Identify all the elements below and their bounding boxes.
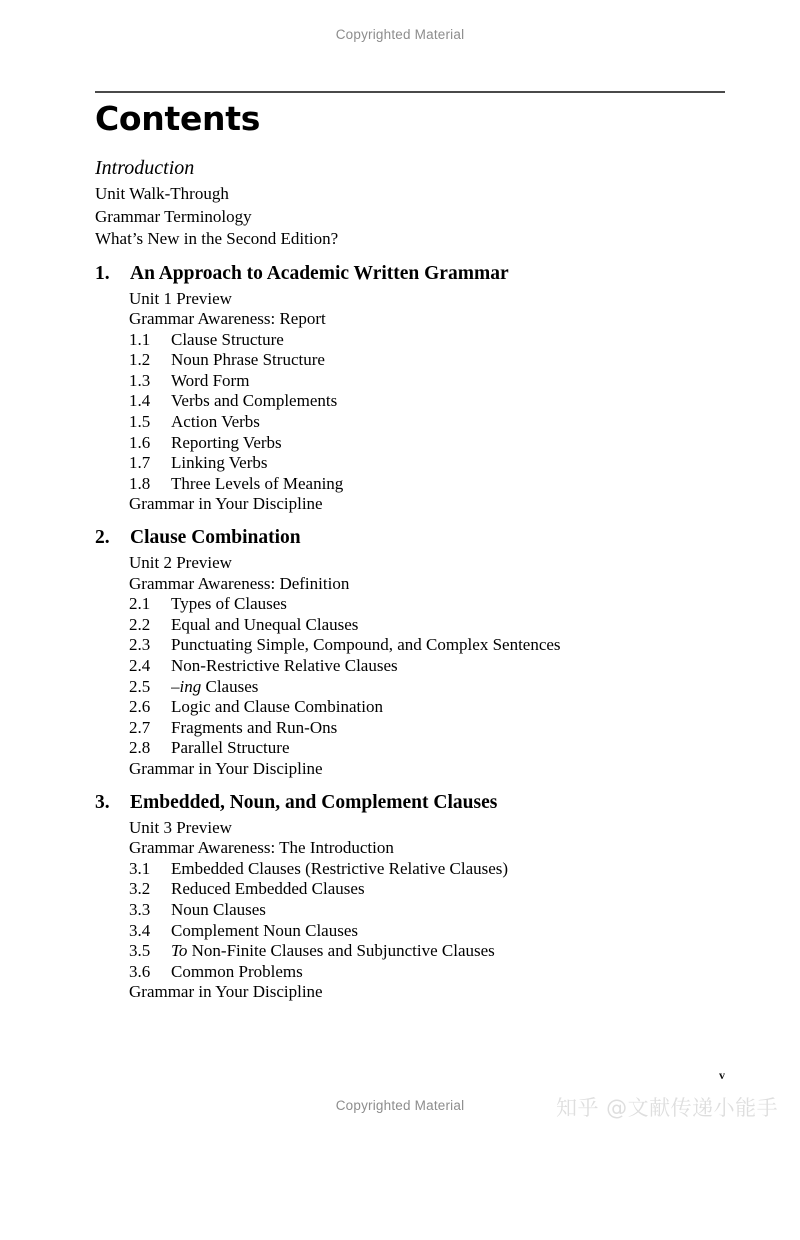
toc-section-label: Three Levels of Meaning bbox=[171, 473, 344, 493]
toc-section-label: Common Problems bbox=[171, 961, 303, 981]
folio-page-number: v bbox=[719, 1068, 725, 1082]
toc-section-label: Clause Structure bbox=[171, 329, 284, 349]
toc-section-number: 3.5 bbox=[129, 941, 151, 961]
toc-section-number: 2.8 bbox=[129, 738, 151, 758]
toc-section-label: Types of Clauses bbox=[171, 594, 287, 614]
toc-entry[interactable] bbox=[95, 982, 759, 1003]
running-head-bottom: Copyrighted Material bbox=[335, 1098, 465, 1113]
toc-section-label: Parallel Structure bbox=[171, 738, 290, 758]
table-of-contents bbox=[95, 97, 725, 1003]
toc-section-label: Fragments and Run-Ons bbox=[171, 717, 338, 737]
toc-section-label: Reduced Embedded Clauses bbox=[171, 879, 365, 899]
toc-section-number: 1.4 bbox=[129, 391, 151, 411]
toc-section-label: Noun Clauses bbox=[171, 899, 266, 919]
italic-term: –ing bbox=[171, 676, 202, 696]
toc-unit-title: Embedded, Noun, and Complement Clauses bbox=[130, 791, 498, 813]
toc-section-number: 2.7 bbox=[129, 717, 151, 737]
toc-entry-label: Unit 2 Preview bbox=[129, 553, 232, 573]
toc-section-label: Reporting Verbs bbox=[171, 432, 282, 452]
toc-section-label: Non-Restrictive Relative Clauses bbox=[171, 656, 398, 675]
toc-entry-label: Grammar Awareness: Definition bbox=[129, 573, 350, 593]
toc-entry-label: What’s New in the Second Edition? bbox=[95, 229, 339, 248]
toc-entry-label: Grammar Awareness: The Introduction bbox=[129, 838, 394, 858]
running-head-top: Copyrighted Material bbox=[335, 27, 465, 42]
toc-unit-number: 3. bbox=[95, 791, 110, 813]
toc-section-number: 1.6 bbox=[129, 432, 151, 452]
toc-section-number: 1.3 bbox=[129, 370, 151, 390]
toc-section-number: 3.6 bbox=[129, 961, 151, 981]
toc-section-number: 2.6 bbox=[129, 697, 151, 717]
toc-section-number: 1.7 bbox=[129, 453, 151, 473]
toc-unit-number: 1. bbox=[95, 262, 110, 284]
toc-section-label: Action Verbs bbox=[171, 412, 260, 432]
toc-entry-label: Grammar Awareness: Report bbox=[129, 309, 326, 329]
toc-section-number: 1.1 bbox=[129, 329, 151, 349]
toc-unit-title: An Approach to Academic Written Grammar bbox=[130, 262, 509, 284]
italic-term: To bbox=[171, 941, 188, 961]
toc-section-label: Embedded Clauses (Restrictive Relative Clauses) bbox=[171, 858, 509, 878]
page-title: Contents bbox=[95, 99, 261, 138]
toc-section-number: 1.2 bbox=[129, 350, 151, 370]
toc-entry-label: Grammar in Your Discipline bbox=[129, 982, 323, 1002]
toc-section-label: Noun Phrase Structure bbox=[171, 350, 325, 370]
toc-entry-label: Unit 3 Preview bbox=[129, 817, 232, 837]
toc-entry-label: Grammar in Your Discipline bbox=[129, 494, 323, 514]
toc-section-label: Word Form bbox=[171, 370, 250, 390]
toc-section-label: Logic and Clause Combination bbox=[171, 697, 383, 717]
toc-entry-label: Grammar Terminology bbox=[95, 206, 252, 226]
toc-section-number: 3.1 bbox=[129, 858, 151, 878]
toc-entry-label: Unit Walk-Through bbox=[95, 184, 229, 203]
toc-entry-label: Grammar in Your Discipline bbox=[129, 758, 323, 778]
toc-section-number: 3.3 bbox=[129, 899, 151, 919]
toc-section-number: 2.2 bbox=[129, 614, 151, 634]
toc-entry-label: Introduction bbox=[95, 157, 195, 179]
toc-section-number: 3.2 bbox=[129, 879, 151, 899]
toc-section-number: 1.8 bbox=[129, 473, 151, 493]
toc-entry-label: Unit 1 Preview bbox=[129, 288, 232, 308]
toc-section-number: 2.5 bbox=[129, 676, 151, 696]
zhihu-watermark: 知乎 @文献传递小能手 bbox=[556, 1096, 779, 1120]
toc-section-label: –ing Clauses bbox=[171, 676, 259, 696]
toc-section-number: 2.1 bbox=[129, 594, 151, 614]
toc-section-number: 1.5 bbox=[129, 412, 151, 432]
toc-section-label: Verbs and Complements bbox=[171, 391, 338, 411]
toc-section-label: Complement Noun Clauses bbox=[171, 920, 358, 940]
toc-section-number: 3.4 bbox=[129, 920, 151, 940]
toc-unit-number: 2. bbox=[95, 527, 110, 549]
toc-section-label: Equal and Unequal Clauses bbox=[171, 614, 359, 634]
toc-section-number: 2.4 bbox=[129, 656, 151, 675]
toc-body bbox=[95, 153, 725, 1003]
toc-section-label: Linking Verbs bbox=[171, 453, 268, 473]
toc-section-label: Punctuating Simple, Compound, and Complex Sentences bbox=[171, 635, 561, 655]
title-rule bbox=[95, 91, 725, 93]
toc-section-label: To Non-Finite Clauses and Subjunctive Clauses bbox=[171, 941, 495, 961]
toc-unit-title: Clause Combination bbox=[130, 527, 301, 549]
toc-section-number: 2.3 bbox=[129, 635, 151, 655]
